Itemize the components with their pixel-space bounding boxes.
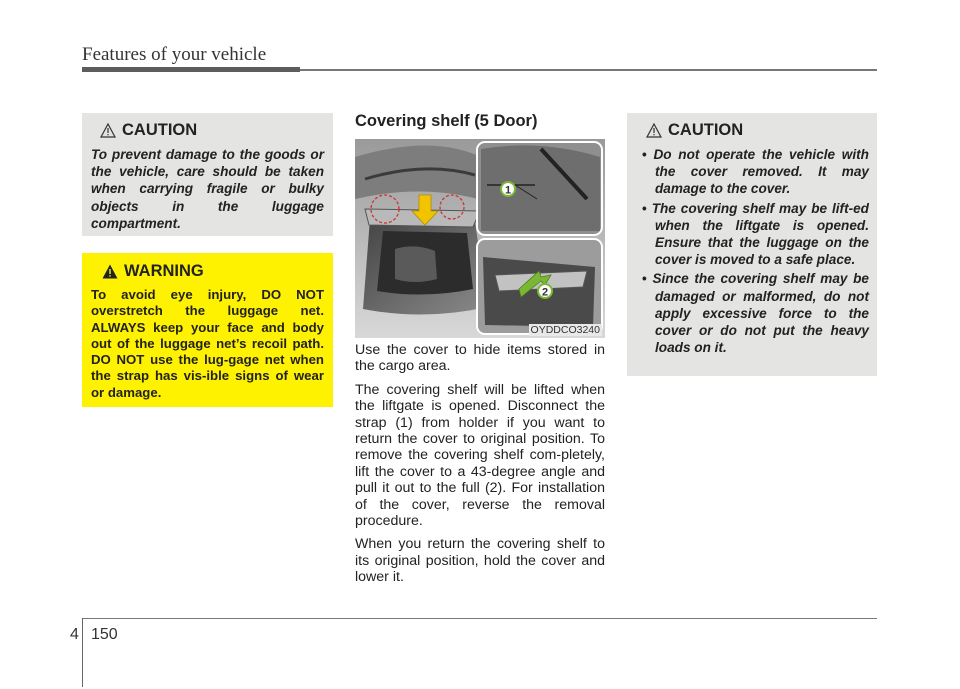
caution-box-right — [627, 113, 877, 376]
list-item: • Since the covering shelf may be damaged or malformed, do not apply excessive force to the cover or do not put the heavy loads on it. — [635, 270, 869, 356]
callout-1-label: 1 — [504, 184, 512, 197]
warning-text: To avoid eye injury, DO NOT overstretch the luggage net. ALWAYS keep your face and body out of the luggage net’s recoil path. DO NOT use the lug-gage net when the strap has vis-ible signs of wear or damage. — [91, 287, 324, 400]
caution-box-left — [82, 113, 333, 236]
covering-shelf-figure — [355, 139, 605, 338]
footer-divider — [82, 618, 83, 687]
caution-title — [646, 121, 869, 140]
page-header-title: Features of your vehicle — [82, 44, 267, 65]
footer-rule — [82, 618, 877, 619]
page-number: 150 — [91, 626, 118, 643]
warning-title — [102, 262, 324, 281]
section-body — [355, 342, 605, 593]
covering-shelf-illustration — [355, 139, 605, 338]
header-rule-thick — [82, 67, 300, 72]
caution-text: To prevent damage to the goods or the vehicle, care should be taken when carrying fragile or bulky objects in the luggage compartment. — [91, 147, 324, 231]
paragraph: The covering shelf will be lifted when the liftgate is opened. Disconnect the strap (1) from holder if you want to return the cover to original position. To remove the covering shelf com-pletely, lift the cover to a 43-degree angle and pull it out to the full (2). For installation of the cover, reverse the removal procedure. — [355, 381, 605, 530]
caution-triangle-icon — [646, 123, 662, 138]
caution-list — [635, 146, 869, 356]
paragraph: Use the cover to hide items stored in the cargo area. — [355, 342, 605, 375]
section — [355, 112, 605, 131]
chapter-number: 4 — [70, 626, 79, 643]
warning-box — [82, 253, 333, 407]
list-item: • Do not operate the vehicle with the cover removed. It may damage to the cover. — [635, 146, 869, 198]
callout-2-label: 2 — [541, 286, 549, 299]
figure-code: OYDDCO3240 — [530, 324, 600, 336]
list-item: • The covering shelf may be lift-ed when the liftgate is opened. Ensure that the luggage on the cover is moved to a safe place. — [635, 200, 869, 269]
section-title: Covering shelf (5 Door) — [355, 112, 538, 130]
caution-title-text: CAUTION — [668, 121, 744, 139]
caution-triangle-icon — [100, 123, 116, 138]
warning-triangle-icon — [102, 264, 118, 279]
paragraph: When you return the covering shelf to its original position, hold the cover and lower it. — [355, 536, 605, 586]
caution-title-text: CAUTION — [122, 121, 198, 139]
header-rule-thin — [300, 69, 877, 71]
warning-title-text: WARNING — [124, 262, 204, 280]
caution-title — [100, 121, 324, 140]
